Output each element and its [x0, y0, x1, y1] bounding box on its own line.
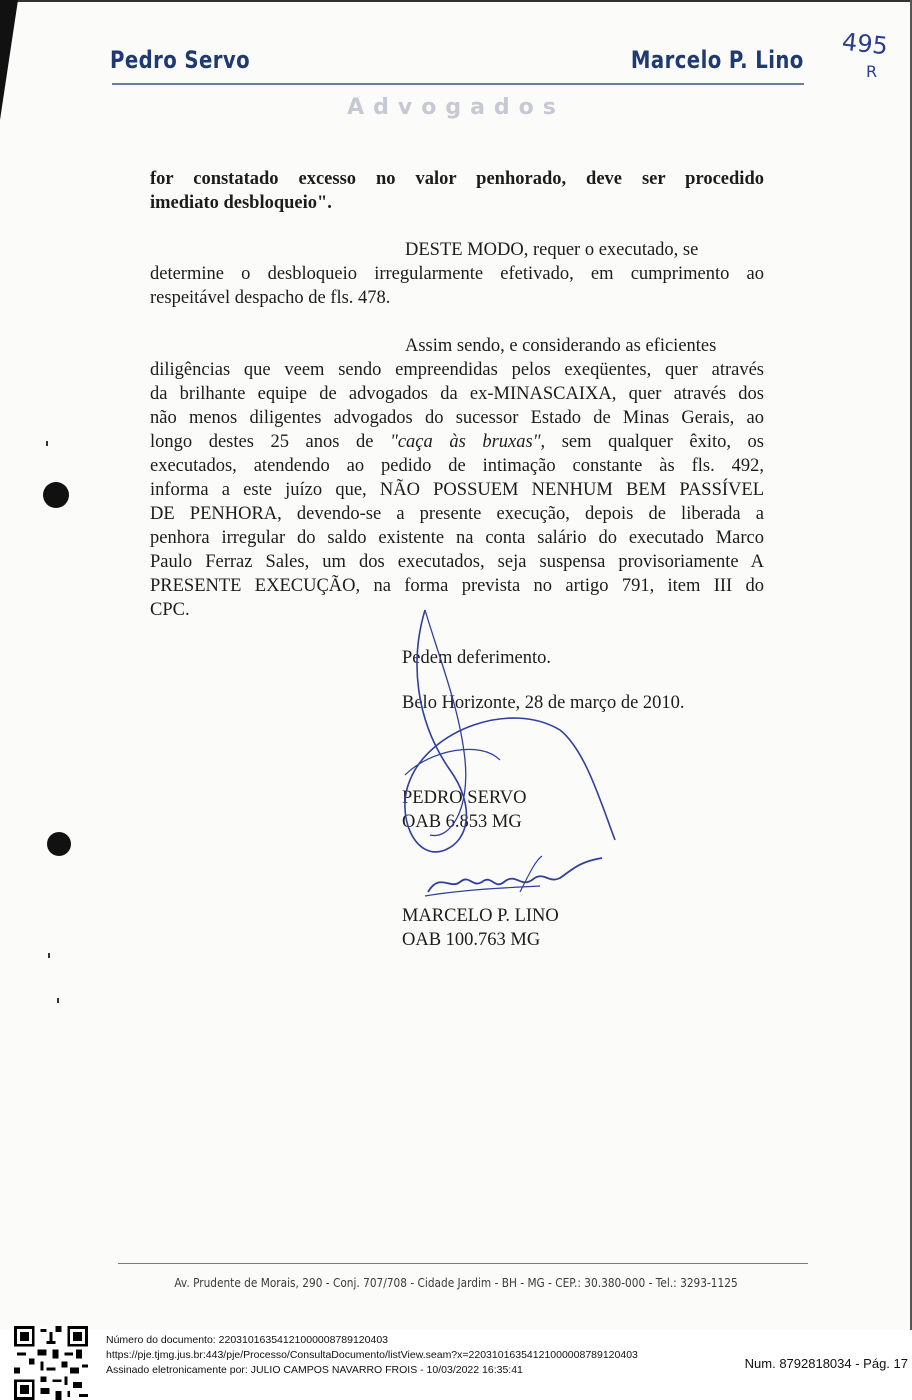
text-line: DESTE MODO, requer o executado, se	[405, 240, 699, 260]
text-line: da brilhante equipe de advogados da ex-MINASCAIXA, quer através dos	[150, 384, 764, 404]
text-line: Assim sendo, e considerando as eficientes	[405, 336, 717, 356]
letterhead-rule	[112, 83, 804, 85]
text-line	[150, 430, 764, 454]
bold-paragraph	[150, 167, 764, 215]
text-fragment: longo destes 25 anos de	[150, 432, 391, 452]
paragraph-main	[150, 334, 764, 622]
closing-request: Pedem deferimento.	[402, 648, 551, 668]
binder-hole	[43, 482, 69, 508]
text-line: determine o desbloqueio irregularmente efetivado, em cumprimento ao	[150, 264, 764, 284]
scan-speck	[57, 998, 59, 1003]
letterhead-left-name: Pedro Servo	[110, 46, 251, 74]
text-line: executados, atendendo ao pedido de intimação constante às fls. 492,	[150, 456, 764, 476]
place-date: Belo Horizonte, 28 de março de 2010.	[402, 693, 685, 713]
pje-document-url[interactable]: https://pje.tjmg.jus.br:443/pje/Processo/ConsultaDocumento/listView.seam?x=22031016354121000008789120403	[106, 1349, 638, 1361]
text-line: informa a este juízo que, NÃO POSSUEM NENHUM BEM PASSÍVEL	[150, 480, 764, 500]
handwritten-mark: R	[866, 62, 878, 81]
italic-quote: "caça às bruxas"	[390, 432, 541, 452]
text-line: CPC.	[150, 600, 190, 620]
signatory-name: PEDRO SERVO	[402, 788, 527, 808]
pje-page-number: Num. 8792818034 - Pág. 17	[744, 1356, 908, 1371]
qr-code	[14, 1326, 88, 1400]
pje-document-number: Número do documento: 22031016354121000008789120403	[106, 1334, 388, 1346]
text-line: DE PENHORA, devendo-se a presente execução, depois de liberada a	[150, 504, 764, 524]
signatory-name: MARCELO P. LINO	[402, 906, 559, 926]
scan-edge-top	[0, 0, 912, 2]
scan-speck	[46, 441, 48, 446]
handwritten-page-number: 495	[840, 27, 890, 61]
scan-speck	[48, 953, 50, 958]
text-fragment: , sem qualquer êxito, os	[540, 432, 764, 452]
footer-rule	[118, 1263, 808, 1264]
text-line: PRESENTE EXECUÇÃO, na forma prevista no artigo 791, item III do	[150, 576, 764, 596]
text-line: não menos diligentes advogados do sucessor Estado de Minas Gerais, ao	[150, 408, 764, 428]
pje-signature-info: Assinado eletronicamente por: JULIO CAMPOS NAVARRO FROIS - 10/03/2022 16:35:41	[106, 1364, 523, 1376]
binder-hole	[47, 832, 71, 856]
paragraph-request	[150, 238, 764, 310]
handwritten-signature-marcelo	[420, 852, 610, 902]
signatory-oab: OAB 100.763 MG	[402, 930, 541, 950]
text-line: respeitável despacho de fls. 478.	[150, 288, 391, 308]
letterhead-subtitle: Advogados	[347, 95, 565, 120]
footer-address: Av. Prudente de Morais, 290 - Conj. 707/708 - Cidade Jardim - BH - MG - CEP.: 30.380-000 - Tel.: 3293-1125	[174, 1276, 738, 1290]
text-line: imediato desbloqueio".	[150, 193, 332, 213]
signatory-2	[402, 904, 559, 952]
text-line: Paulo Ferraz Sales, um dos executados, seja suspensa provisoriamente A	[150, 552, 764, 572]
pje-metadata	[106, 1333, 638, 1378]
signatory-oab: OAB 6.853 MG	[402, 812, 522, 832]
text-line: penhora irregular do saldo existente na conta salário do executado Marco	[150, 528, 764, 548]
text-line: for constatado excesso no valor penhorado, deve ser procedido	[150, 169, 764, 189]
text-line: diligências que veem sendo empreendidas pelos exeqüentes, quer através	[150, 360, 764, 380]
letterhead-right-name: Marcelo P. Lino	[631, 46, 804, 74]
